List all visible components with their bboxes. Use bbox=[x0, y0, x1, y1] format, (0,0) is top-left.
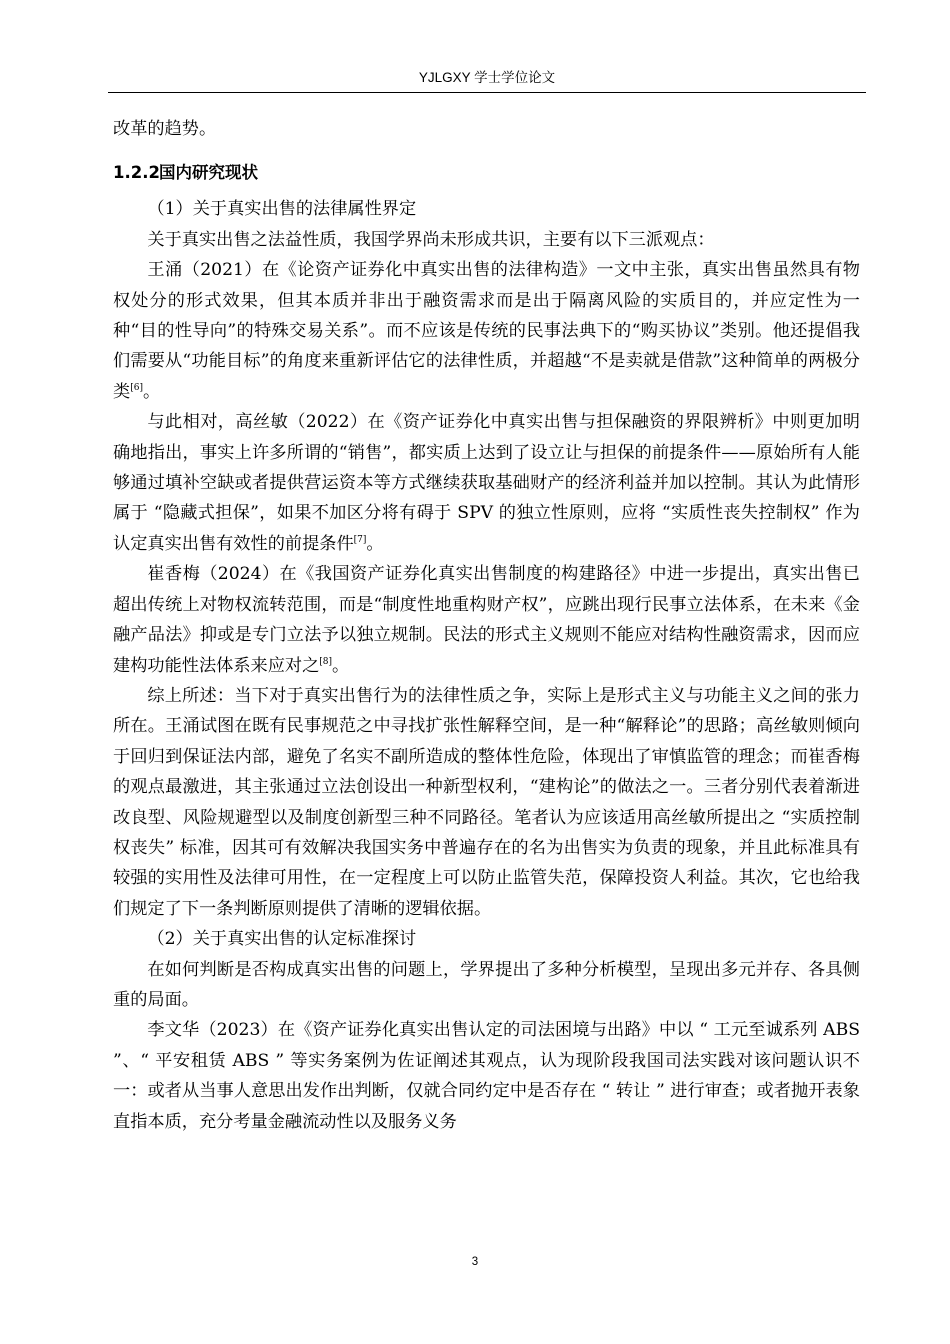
citation-ref: [8] bbox=[319, 656, 333, 667]
paragraph-end: 。 bbox=[332, 655, 350, 676]
paragraph-text: 与此相对，高丝敏（2022）在《资产证券化中真实出售与担保融资的界限辨析》中则更加明确地指出，事实上许多所谓的“销售”，都实质上达到了设立让与担保的前提条件——原始所有人能够通过填补空缺或者提供营运资本等方式继续获取基础财产的经济利益并加以控制。其认为此情形属于 “隐藏式担保”，如果不加区分将有碍于 SPV 的独立性原则，应将 “实质性丧失控制权” 作为认定真实出售有效性的前提条件 bbox=[113, 412, 860, 554]
paragraph-text: 崔香梅（2024）在《我国资产证券化真实出售制度的构建路径》中进一步提出，真实出售已超出传统上对物权流转范围，而是“制度性地重构财产权”，应跳出现行民事立法体系，在未来《金融产品法》抑或是专门立法予以独立规制。民法的形式主义规则不能应对结构性融资需求，因而应建构功能性法体系来应对之 bbox=[113, 564, 860, 676]
paragraph-cui-xiangmei bbox=[113, 559, 860, 681]
page-number: 3 bbox=[471, 1256, 479, 1268]
citation-ref: [7] bbox=[353, 534, 367, 545]
paragraph-intro: 关于真实出售之法益性质，我国学界尚未形成共识，主要有以下三派观点： bbox=[147, 229, 715, 250]
section-number: 1.2.2 bbox=[113, 163, 160, 183]
paragraph-text: 王涌（2021）在《论资产证券化中真实出售的法律构造》一文中主张，真实出售虽然具有物权处分的形式效果，但其本质并非出于融资需求而是出于隔离风险的实质目的，并应定性为一种“目的性导向”的特殊交易关系”。而不应该是传统的民事法典下的“购买协议”类别。他还提倡我们需要从“功能目标”的角度来重新评估它的法律性质，并超越“不是卖就是借款”这种简单的两极分类 bbox=[113, 260, 861, 402]
paragraph-li-wenhua: 李文华（2023）在《资产证券化真实出售认定的司法困境与出路》中以 “ 工元至诚系列 ABS ”、“ 平安租赁 ABS ” 等实务案例为佐证阐述其观点，认为现阶段我国司法实践对该问题认识不一：或者从当事人意思出发作出判断，仅就合同约定中是否存在 “ 转让 ” 进行审查；或者抛开表象直指本质，充分考量金融流动性以及服务义务 bbox=[113, 1020, 860, 1132]
paragraph-summary: 综上所述：当下对于真实出售行为的法律性质之争，实际上是形式主义与功能主义之间的张力所在。王涌试图在既有民事规范之中寻找扩张性解释空间，是一种“解释论”的思路；高丝敏则倾向于回归到保证法内部，避免了名实不副所造成的整体性危险，体现出了审慎监管的理念；而崔香梅的观点最激进，其主张通过立法创设出一种新型权利，“建构论”的做法之一。三者分别代表着渐进改良型、风险规避型以及制度创新型三种不同路径。笔者认为应该适用高丝敏所提出之 “实质控制权丧失” 标准，因其可有效解决我国实务中普遍存在的名为出售实为负责的现象，并且此标准具有较强的实用性及法律可用性，在一定程度上可以防止监管失范，保障投资人利益。其次，它也给我们规定了下一条判断原则提供了清晰的逻辑依据。 bbox=[113, 685, 860, 919]
section-title: 国内研究现状 bbox=[159, 163, 258, 183]
section-heading bbox=[113, 158, 860, 188]
header-rule bbox=[108, 92, 866, 93]
paragraph-end: 。 bbox=[366, 533, 384, 554]
document-body bbox=[113, 114, 860, 1137]
paragraph-continuation: 改革的趋势。 bbox=[113, 119, 217, 139]
paragraph-wang-yong bbox=[113, 255, 860, 407]
citation-ref: [6] bbox=[130, 382, 143, 393]
paragraph-end: 。 bbox=[142, 381, 161, 402]
paragraph-models: 在如何判断是否构成真实出售的问题上，学界提出了多种分析模型，呈现出多元并存、各具侧重的局面。 bbox=[113, 959, 860, 1010]
subheading-1: （1）关于真实出售的法律属性界定 bbox=[147, 199, 417, 220]
paragraph-gao-simin bbox=[113, 407, 860, 559]
page-header: YJLGXY 学士学位论文 bbox=[418, 70, 556, 85]
subheading-2: （2）关于真实出售的认定标准探讨 bbox=[147, 929, 417, 950]
